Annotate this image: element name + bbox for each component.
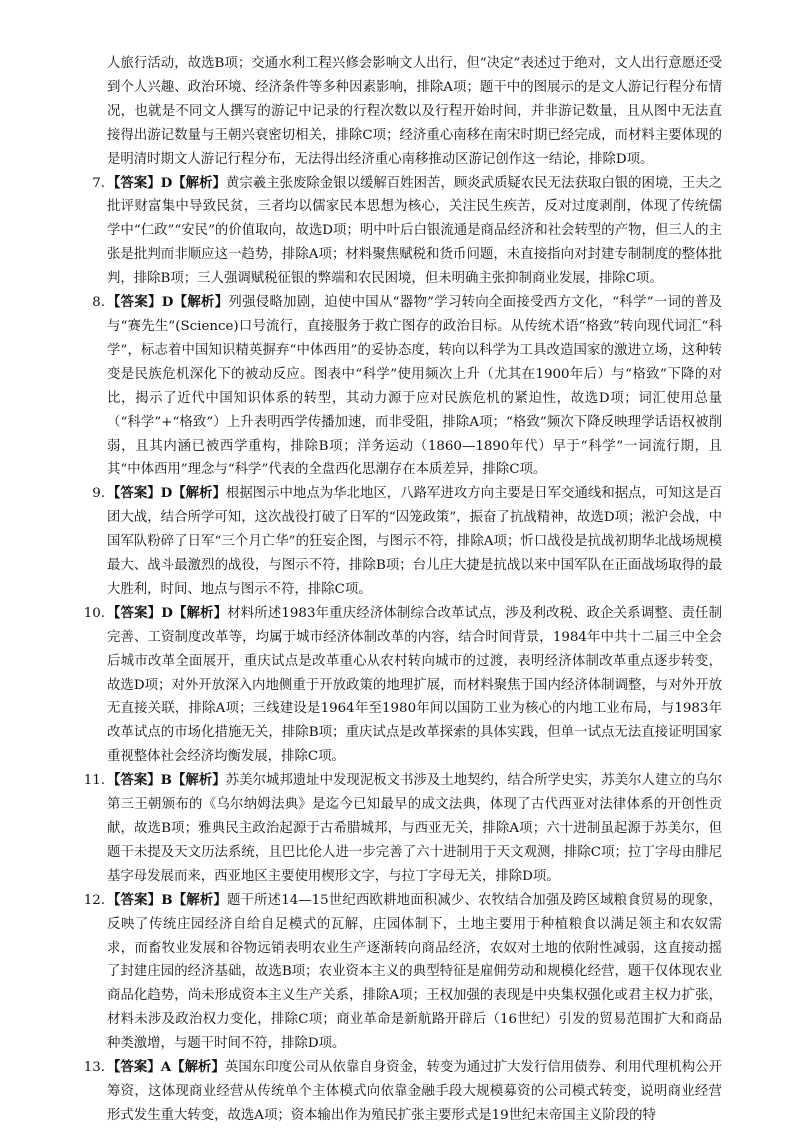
explanation-text: 列强侵略加剧，迫使中国从“器物”学习转向全面接受西方文化，“科学”一词的普及与“赛先生”(Science)口号流行，直接服务于救亡图存的政治目标。从传统术语“格致”转向现代词汇“科学”，标志着中国知识精英摒弃“中体西用”的妥协态度，转向以科学为工具改造国家的激进立场，这种转变是民族危机深化下的被动反应。图表中“科学”使用频次上升（尤其在1900年后）与“格致”下降的对比，揭示了近代中国知识体系的转型，其动力源于应对民族危机的紧迫性，故选D项；词汇使用总量（“科学”+“格致”）上升表明西学传播加速，而非受阻，排除A项；“格致”频次下降反映理学话语权被削弱，且其内涵已被西学重构，排除B项；洋务运动（1860—1890年代）早于“科学”一词流行期，且其“中体西用”理念与“科学”代表的全盘西化思潮存在本质差异，排除C项。 — [107, 295, 722, 478]
explanation-text: 题干所述14—15世纪西欧耕地面积减少、农牧结合加强及跨区域粮食贸易的现象，反映了传统庄园经济自给自足模式的瓦解，庄园体制下，土地主要用于种植粮食以满足领主和农奴需求，而畜牧业发展和谷物远销表明农业生产逐渐转向商品经济，农奴对土地的依附性减弱，这直接动摇了封建庄园的经济基础，故选B项；农业资本主义的典型特征是雇佣劳动和规模化经营，题干仅体现农业商品化趋势，尚未形成资本主义生产关系，排除A项；王权加强的表现是中央集权强化或君主权力扩张，材料未涉及政治权力变化，排除C项；商业革命是新航路开辟后（16世纪）引发的贸易范围扩大和商品种类激增，与题干时间不符，排除D项。 — [107, 892, 722, 1052]
answer-tag: 【答案】D【解析】 — [107, 174, 226, 191]
answer-tag: 【答案】A【解析】 — [107, 1059, 225, 1076]
answer-tag: 【答案】D【解析】 — [107, 604, 228, 621]
answer-explanation-page — [0, 52, 794, 1128]
answer-tag: 【答案】B【解析】 — [107, 891, 227, 908]
question-explanation — [83, 1056, 722, 1128]
question-explanation — [92, 482, 722, 602]
explanation-text: 苏美尔城邦遗址中发现泥板文书涉及土地契约，结合所学史实，苏美尔人建立的乌尔第三王朝颁布的《乌尔纳姆法典》是迄今已知最早的成文法典，体现了古代西亚对法律体系的开创性贡献，故选B项；雅典民主政治起源于古希腊城邦，与西亚无关，排除A项；六十进制虽起源于苏美尔，但题干未提及天文历法系统，且巴比伦人进一步完善了六十进制用于天文观测，排除C项；拉丁字母由腓尼基字母发展而来，西亚地区主要使用楔形文字，与拉丁字母无关，排除D项。 — [107, 773, 722, 884]
question-number: 9. — [92, 486, 105, 502]
explanation-text: 黄宗羲主张废除金银以缓解百姓困苦，顾炎武质疑农民无法获取白银的困境，王夫之批评财富集中导致民贫，三者均以儒家民本思想为核心，关注民生疾苦，反对过度剥削，体现了传统儒学中“仁政”“安民”的价值取向，故选D项；明中叶后白银流通是商品经济和社会转型的产物，但三人的主张是批判而非顺应这一趋势，排除A项；材料聚焦赋税和货币问题，未直接指向对封建专制制度的整体批判，排除B项；三人强调赋税征银的弊端和农民困境，但未明确主张抑制商业发展，排除C项。 — [107, 175, 722, 287]
question-number: 13. — [83, 1060, 105, 1076]
question-explanation — [92, 172, 722, 292]
question-number: 8. — [92, 295, 105, 311]
answer-tag: 【答案】D【解析】 — [107, 485, 226, 502]
answer-tag: 【答案】D【解析】 — [107, 294, 229, 311]
explanation-text: 英国东印度公司从依靠自身资金，转变为通过扩大发行信用债券、利用代理机构公开筹资，这体现商业经营从传统单个主体模式向依靠金融手段大规模募资的公司模式转变，说明商业经营形式发生重大转变，故选A项；资本输出作为殖民扩张主要形式是19世纪末帝国主义阶段的特 — [107, 1060, 722, 1123]
answer-tag: 【答案】B【解析】 — [107, 772, 226, 789]
question-number: 10. — [83, 605, 105, 621]
question-number: 11. — [83, 773, 105, 789]
explanation-text: 材料所述1983年重庆经济体制综合改革试点，涉及利改税、政企关系调整、责任制完善、工资制度改革等，均属于城市经济体制改革的内容，结合时间背景，1984年中共十二届三中全会后城市改革全面展开，重庆试点是改革重心从农村转向城市的过渡，表明经济体制改革重点逐步转变，故选D项；对外开放深入内地侧重于开放政策的地理扩展，而材料聚焦于国内经济体制调整，与对外开放无直接关联，排除A项；三线建设是1964年至1980年间以国防工业为核心的内地工业布局，与1983年改革试点的市场化措施无关，排除B项；重庆试点是改革探索的具体实践，但单一试点无法直接证明国家重视整体社会经济均衡发展，排除C项。 — [107, 605, 722, 765]
continued-explanation: 人旅行活动，故选B项；交通水利工程兴修会影响文人出行，但“决定”表述过于绝对，文人出行意愿还受到个人兴趣、政治环境、经济条件等多种因素影响，排除A项；题干中的图展示的是文人游记行程分布情况，也就是不同文人撰写的游记中记录的行程次数以及行程开始时间，并非游记数量，且从图中无法直接得出游记数量与王朝兴衰密切相关，排除C项；经济重心南移在南宋时期已经完成，而材料主要体现的是明清时期文人游记行程分布，无法得出经济重心南移推动区游记创作这一结论，排除D项。 — [107, 56, 722, 167]
question-explanation — [83, 889, 722, 1056]
question-explanation — [92, 291, 722, 482]
question-explanation — [83, 769, 722, 889]
question-number: 12. — [83, 892, 105, 908]
question-explanation — [83, 602, 722, 769]
explanation-text: 根据图示中地点为华北地区，八路军进攻方向主要是日军交通线和据点，可知这是百团大战，结合所学可知，这次战役打破了日军的“囚笼政策”，振奋了抗战精神，故选D项；淞沪会战，中国军队粉碎了日军“三个月亡华”的狂妄企图，与图示不符，排除A项；忻口战役是抗战初期华北战场规模最大、战斗最激烈的战役，与图示不符，排除B项；台儿庄大捷是抗战以来中国军队在正面战场取得的最大胜利，时间、地点与图示不符，排除C项。 — [107, 486, 722, 597]
question-number: 7. — [92, 175, 105, 191]
